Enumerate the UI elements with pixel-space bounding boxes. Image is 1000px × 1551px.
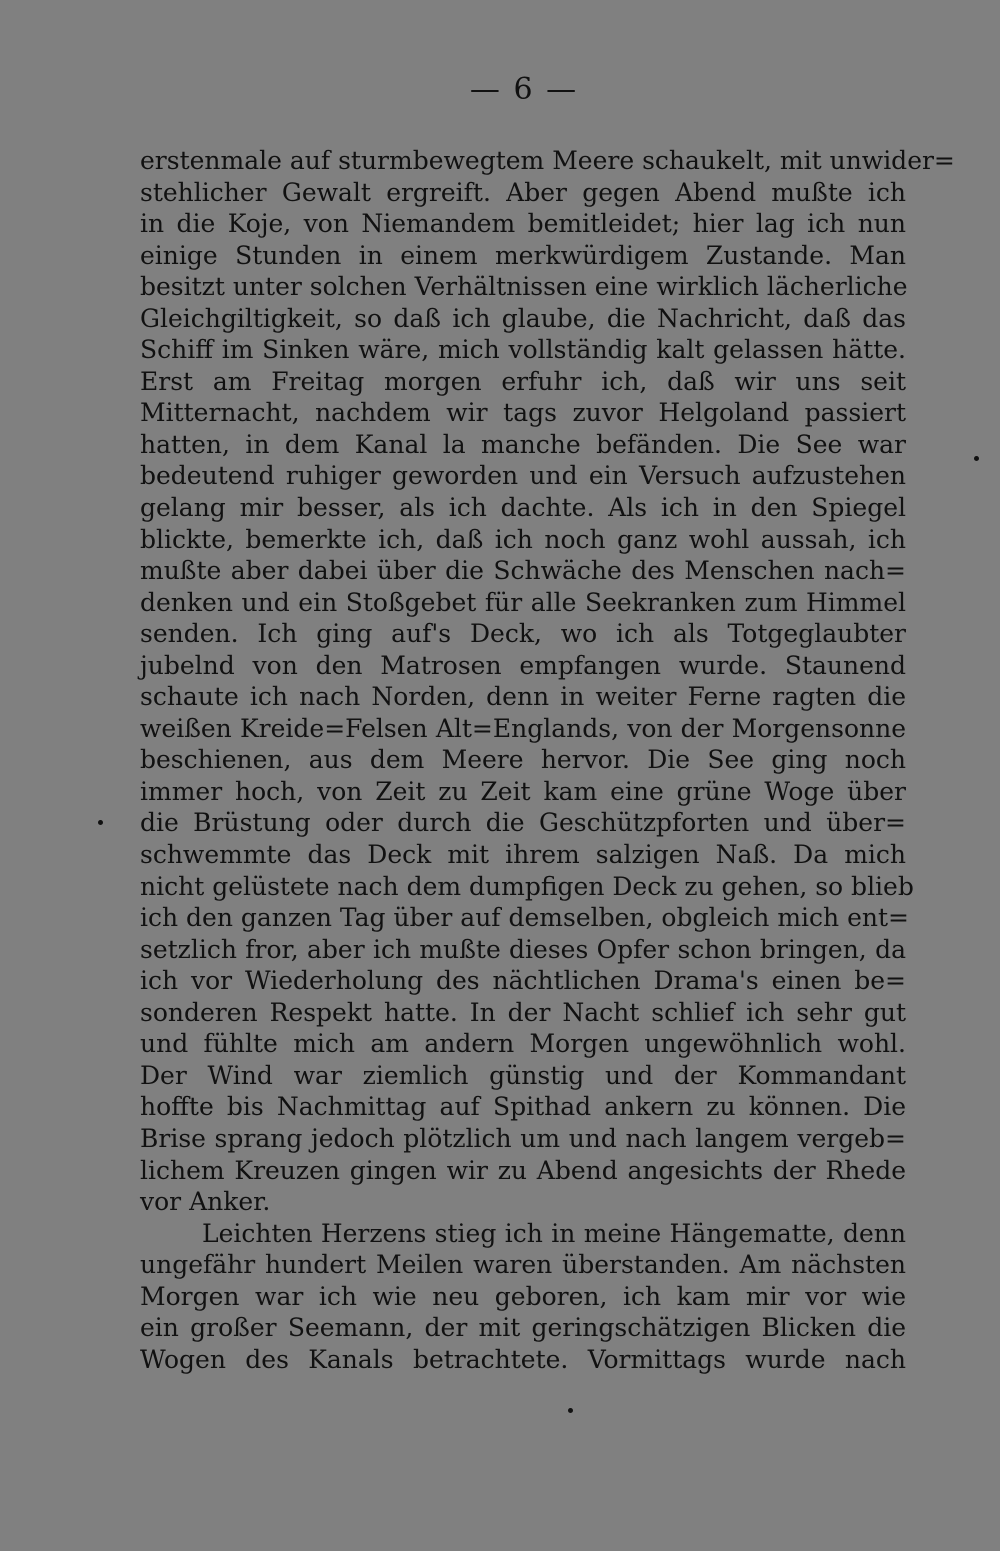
text-line: hoffte bis Nachmittag auf Spithad ankern zu können. Die	[140, 1092, 906, 1122]
text-line: ich vor Wiederholung des nächtlichen Drama's einen be=	[140, 966, 906, 996]
text-line: Erst am Freitag morgen erfuhr ich, daß wir uns seit	[140, 366, 906, 396]
page-number: — 6 —	[469, 72, 579, 107]
text-line: in die Koje, von Niemandem bemitleidet; hier lag ich nun	[140, 209, 906, 239]
text-line: Mitternacht, nachdem wir tags zuvor Helgoland passiert	[140, 398, 906, 428]
text-line: setzlich fror, aber ich mußte dieses Opfer schon bringen, da	[140, 934, 906, 964]
ink-speck	[974, 456, 979, 461]
text-line: denken und ein Stoßgebet für alle Seekranken zum Himmel	[140, 587, 906, 617]
text-line: Brise sprang jedoch plötzlich um und nach langem vergeb=	[140, 1123, 906, 1153]
text-line: lichem Kreuzen gingen wir zu Abend angesichts der Rhede	[140, 1155, 906, 1185]
text-line: Gleichgiltigkeit, so daß ich glaube, die Nachricht, daß das	[140, 303, 906, 333]
text-line: mußte aber dabei über die Schwäche des Menschen nach=	[140, 556, 906, 586]
text-line: beschienen, aus dem Meere hervor. Die See ging noch	[140, 745, 906, 775]
text-line: Schiff im Sinken wäre, mich vollständig kalt gelassen hätte.	[140, 335, 906, 365]
text-line: Morgen war ich wie neu geboren, ich kam mir vor wie	[140, 1281, 906, 1311]
ink-speck	[98, 820, 103, 825]
text-line: weißen Kreide=Felsen Alt=Englands, von der Morgensonne	[140, 713, 906, 743]
text-line: Wogen des Kanals betrachtete. Vormittags wurde nach	[140, 1344, 906, 1374]
text-line: ich den ganzen Tag über auf demselben, obgleich mich ent=	[140, 903, 909, 933]
text-line: sonderen Respekt hatte. In der Nacht schlief ich sehr gut	[140, 997, 906, 1027]
text-line: blickte, bemerkte ich, daß ich noch ganz wohl aussah, ich	[140, 524, 906, 554]
text-line: nicht gelüstete nach dem dumpfigen Deck zu gehen, so blieb	[140, 871, 914, 901]
text-line: einige Stunden in einem merkwürdigem Zustande. Man	[140, 240, 906, 270]
text-line: bedeutend ruhiger geworden und ein Versuch aufzustehen	[140, 461, 906, 491]
text-line: immer hoch, von Zeit zu Zeit kam eine grüne Woge über	[140, 776, 906, 806]
text-line: schwemmte das Deck mit ihrem salzigen Naß. Da mich	[140, 840, 906, 870]
text-line: ungefähr hundert Meilen waren überstanden. Am nächsten	[140, 1250, 906, 1280]
ink-speck	[568, 1408, 573, 1413]
text-line: schaute ich nach Norden, denn in weiter Ferne ragten die	[140, 682, 906, 712]
text-line: hatten, in dem Kanal la manche befänden. Die See war	[140, 429, 906, 459]
text-line: Der Wind war ziemlich günstig und der Kommandant	[140, 1060, 906, 1090]
text-line: gelang mir besser, als ich dachte. Als ich in den Spiegel	[140, 493, 906, 523]
text-line: senden. Ich ging auf's Deck, wo ich als Totgeglaubter	[140, 619, 906, 649]
text-line: die Brüstung oder durch die Geschützpforten und über=	[140, 808, 906, 838]
body-text	[140, 145, 955, 1375]
text-line: erstenmale auf sturmbewegtem Meere schaukelt, mit unwider=	[140, 146, 955, 175]
text-line: stehlicher Gewalt ergreift. Aber gegen Abend mußte ich	[140, 177, 906, 207]
text-line: Leichten Herzens stieg ich in meine Hängematte, denn	[202, 1218, 906, 1248]
text-line: ein großer Seemann, der mit geringschätzigen Blicken die	[140, 1313, 906, 1343]
text-line: jubelnd von den Matrosen empfangen wurde. Staunend	[140, 650, 906, 680]
text-line: besitzt unter solchen Verhältnissen eine wirklich lächerliche	[140, 272, 908, 302]
text-line: und fühlte mich am andern Morgen ungewöhnlich wohl.	[140, 1029, 906, 1059]
text-line: vor Anker.	[140, 1187, 271, 1217]
